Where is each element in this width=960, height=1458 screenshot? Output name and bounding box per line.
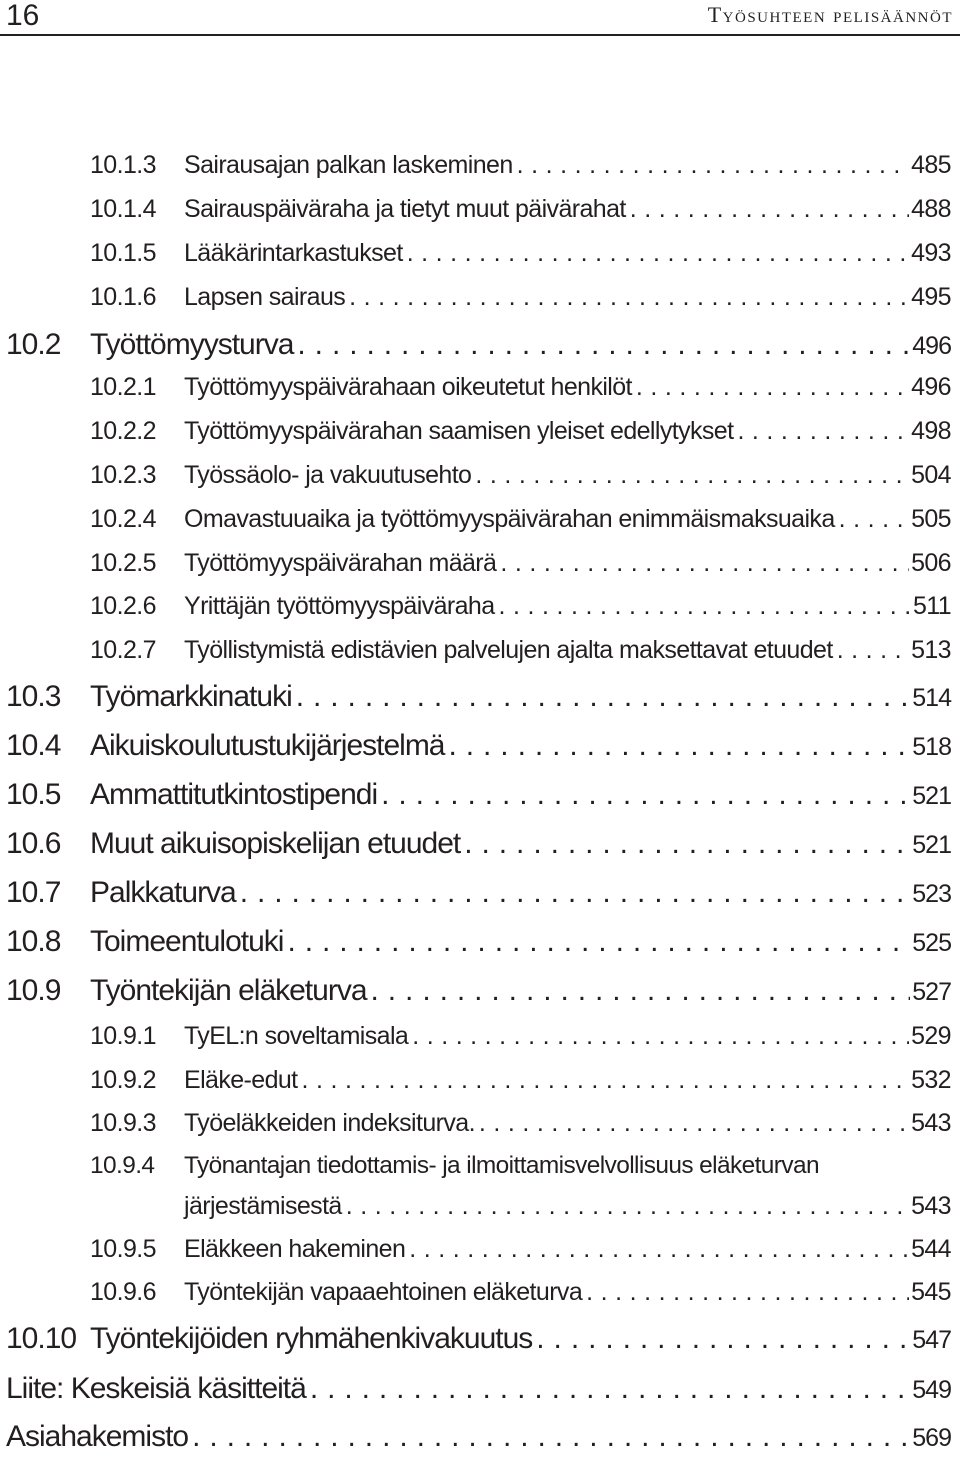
toc-entry-number: 10.9 <box>6 974 61 1007</box>
toc-entry <box>90 236 951 270</box>
toc-entry-title: Eläke-edut <box>184 1066 298 1094</box>
toc-entry-title: Työssäolo- ja vakuutusehto <box>184 461 472 489</box>
toc-entry-page: 496 <box>912 332 951 360</box>
toc-entry-number: 10.9.3 <box>90 1109 156 1137</box>
toc-entry-number: 10.9.2 <box>90 1066 156 1094</box>
toc-section-entry <box>6 677 951 717</box>
toc-entry-page: 485 <box>911 151 951 179</box>
toc-entry-number: 10.2.6 <box>90 592 156 620</box>
toc-entry <box>90 1106 951 1140</box>
toc-entry-title: Työnantajan tiedottamis- ja ilmoittamisvelvollisuus eläketurvan <box>184 1152 819 1179</box>
toc-entry-title: Asiahakemisto <box>6 1420 189 1453</box>
dot-leader <box>837 633 909 667</box>
toc-entry-number: 10.4 <box>6 729 61 762</box>
dot-leader <box>349 280 909 314</box>
toc-entry-title: Muut aikuisopiskelijan etuudet <box>90 827 461 860</box>
toc-entry-title: Ammattitutkintostipendi <box>90 778 378 811</box>
toc-appendix-entry <box>6 1369 951 1409</box>
toc-entry <box>90 370 951 404</box>
page-header <box>0 0 960 36</box>
toc-entry-title: Työttömyyspäivärahan saamisen yleiset edellytykset <box>184 417 734 445</box>
toc-entry <box>90 1019 951 1053</box>
toc-entry-page: 496 <box>911 373 951 401</box>
toc-entry-page: 569 <box>912 1424 951 1452</box>
toc-entry <box>90 502 951 536</box>
toc-entry-title: Liite: Keskeisiä käsitteitä <box>6 1372 306 1405</box>
dot-leader <box>381 775 910 815</box>
dot-leader <box>479 1106 909 1140</box>
toc-entry-number: 10.2.3 <box>90 461 156 489</box>
toc-entry <box>90 1232 951 1266</box>
toc-entry-page: 493 <box>911 239 951 267</box>
dot-leader <box>371 971 911 1011</box>
dot-leader <box>346 1189 909 1223</box>
toc-entry-page: 523 <box>912 880 951 908</box>
toc-entry-number: 10.9.5 <box>90 1235 156 1263</box>
toc-entry <box>90 546 951 580</box>
dot-leader <box>464 824 910 864</box>
header-rule <box>0 34 960 36</box>
toc-section-entry <box>6 971 951 1011</box>
toc-entry-number: 10.2.4 <box>90 505 156 533</box>
toc-entry <box>90 1149 819 1183</box>
toc-entry <box>90 414 951 448</box>
toc-entry-number: 10.2 <box>6 328 61 361</box>
dot-leader <box>536 1319 910 1359</box>
dot-leader <box>297 325 910 365</box>
toc-section-entry <box>6 325 951 365</box>
dot-leader <box>475 458 909 492</box>
dot-leader <box>302 1063 910 1097</box>
toc-entry-title: Työeläkkeiden indeksiturva. <box>184 1109 475 1137</box>
toc-entry-number: 10.1.5 <box>90 239 156 267</box>
toc-entry-number: 10.9.6 <box>90 1278 156 1306</box>
toc-entry-number: 10.7 <box>6 876 61 909</box>
toc-entry <box>90 148 951 182</box>
page-number: 16 <box>6 0 40 32</box>
dot-leader <box>449 726 911 766</box>
toc-entry-page: 545 <box>911 1278 951 1306</box>
toc-entry-page: 498 <box>911 417 951 445</box>
toc-entry <box>90 589 951 623</box>
toc-entry-number: 10.3 <box>6 680 61 713</box>
toc-entry-number: 10.5 <box>6 778 61 811</box>
toc-entry-title: Palkkaturva <box>90 876 236 909</box>
toc-section-entry <box>6 775 951 815</box>
toc-entry-page: 505 <box>911 505 951 533</box>
toc-entry-title: Sairauspäiväraha ja tietyt muut päivärahat <box>184 195 626 223</box>
toc-entry <box>90 633 951 667</box>
toc-entry-number: 10.1.6 <box>90 283 156 311</box>
toc-entry-title: Työntekijöiden ryhmähenkivakuutus <box>90 1322 533 1355</box>
toc-entry-title: Työntekijän vapaaehtoinen eläketurva <box>184 1278 583 1306</box>
dot-leader <box>517 148 909 182</box>
toc-section-entry <box>6 873 951 913</box>
toc-entry-page: 488 <box>911 195 951 223</box>
toc-entry-number: 10.2.1 <box>90 373 156 401</box>
running-title: Työsuhteen pelisäännöt <box>707 2 953 27</box>
toc-entry <box>90 1063 951 1097</box>
toc-entry-page: 518 <box>912 733 951 761</box>
toc-entry-page: 504 <box>911 461 951 489</box>
toc-entry-title: Työttömyyspäivärahaan oikeutetut henkilöt <box>184 373 632 401</box>
toc-entry <box>90 1275 951 1309</box>
toc-entry-title: Sairausajan palkan laskeminen <box>184 151 513 179</box>
toc-entry-title: Eläkkeen hakeminen <box>184 1235 406 1263</box>
toc-entry-page: 521 <box>912 831 951 859</box>
toc-entry-page: 495 <box>911 283 951 311</box>
dot-leader <box>839 502 909 536</box>
dot-leader <box>407 236 909 270</box>
toc-entry-page: 514 <box>912 684 951 712</box>
toc-entry-page: 543 <box>911 1109 951 1137</box>
toc-entry-page: 547 <box>912 1326 951 1354</box>
toc-entry-number: 10.2.5 <box>90 549 156 577</box>
toc-entry-page: 532 <box>911 1066 951 1094</box>
toc-entry-number: 10.9.4 <box>90 1152 155 1179</box>
dot-leader <box>586 1275 909 1309</box>
toc-entry-title: Työttömyyspäivärahan määrä <box>184 549 497 577</box>
toc-entry-title: Työmarkkinatuki <box>90 680 292 713</box>
toc-entry-title: Lapsen sairaus <box>184 283 346 311</box>
toc-entry-title: Työttömyysturva <box>90 328 294 361</box>
toc-section-entry <box>6 922 951 962</box>
toc-entry-continuation <box>184 1189 951 1223</box>
toc-entry-page: 543 <box>911 1192 951 1220</box>
toc-entry-title-continuation: järjestämisestä <box>184 1192 342 1220</box>
dot-leader <box>287 922 910 962</box>
dot-leader <box>310 1369 910 1409</box>
toc-entry-number: 10.9.1 <box>90 1022 156 1050</box>
toc-entry-number: 10.1.3 <box>90 151 156 179</box>
dot-leader <box>192 1417 910 1457</box>
dot-leader <box>499 589 911 623</box>
dot-leader <box>636 370 909 404</box>
toc-entry-title: TyEL:n soveltamisala <box>184 1022 409 1050</box>
toc-entry <box>90 458 951 492</box>
toc-index-entry <box>6 1417 951 1457</box>
toc-entry-page: 527 <box>912 978 951 1006</box>
dot-leader <box>630 192 909 226</box>
toc-entry-title: Omavastuuaika ja työttömyyspäivärahan enimmäismaksuaika <box>184 505 835 533</box>
toc-entry-page: 511 <box>912 592 951 620</box>
toc-section-entry <box>6 824 951 864</box>
toc-entry-page: 513 <box>911 636 951 664</box>
dot-leader <box>412 1019 909 1053</box>
toc-entry-title: Työntekijän eläketurva <box>90 974 367 1007</box>
toc-entry-page: 529 <box>911 1022 951 1050</box>
dot-leader <box>240 873 911 913</box>
toc-entry-page: 544 <box>911 1235 951 1263</box>
toc-entry <box>90 280 951 314</box>
dot-leader <box>500 546 909 580</box>
toc-entry-page: 521 <box>912 782 951 810</box>
toc-entry-number: 10.10 <box>6 1322 77 1355</box>
toc-entry-number: 10.1.4 <box>90 195 156 223</box>
toc-entry-number: 10.2.7 <box>90 636 156 664</box>
dot-leader <box>409 1232 909 1266</box>
dot-leader <box>737 414 909 448</box>
toc-section-entry <box>6 726 951 766</box>
toc-entry-title: Yrittäjän työttömyyspäiväraha <box>184 592 495 620</box>
toc-entry-title: Aikuiskoulutustukijärjestelmä <box>90 729 445 762</box>
toc-entry-page: 549 <box>912 1376 951 1404</box>
toc-entry-page: 525 <box>912 929 951 957</box>
dot-leader <box>296 677 911 717</box>
toc-entry <box>90 192 951 226</box>
toc-entry-number: 10.2.2 <box>90 417 156 445</box>
toc-entry-title: Työllistymistä edistävien palvelujen ajalta maksettavat etuudet <box>184 636 833 664</box>
toc-entry-number: 10.6 <box>6 827 61 860</box>
toc-entry-title: Lääkärintarkastukset <box>184 239 403 267</box>
toc-entry-number: 10.8 <box>6 925 61 958</box>
toc-entry-title: Toimeentulotuki <box>90 925 284 958</box>
toc-entry-page: 506 <box>911 549 951 577</box>
toc-section-entry <box>6 1319 951 1359</box>
